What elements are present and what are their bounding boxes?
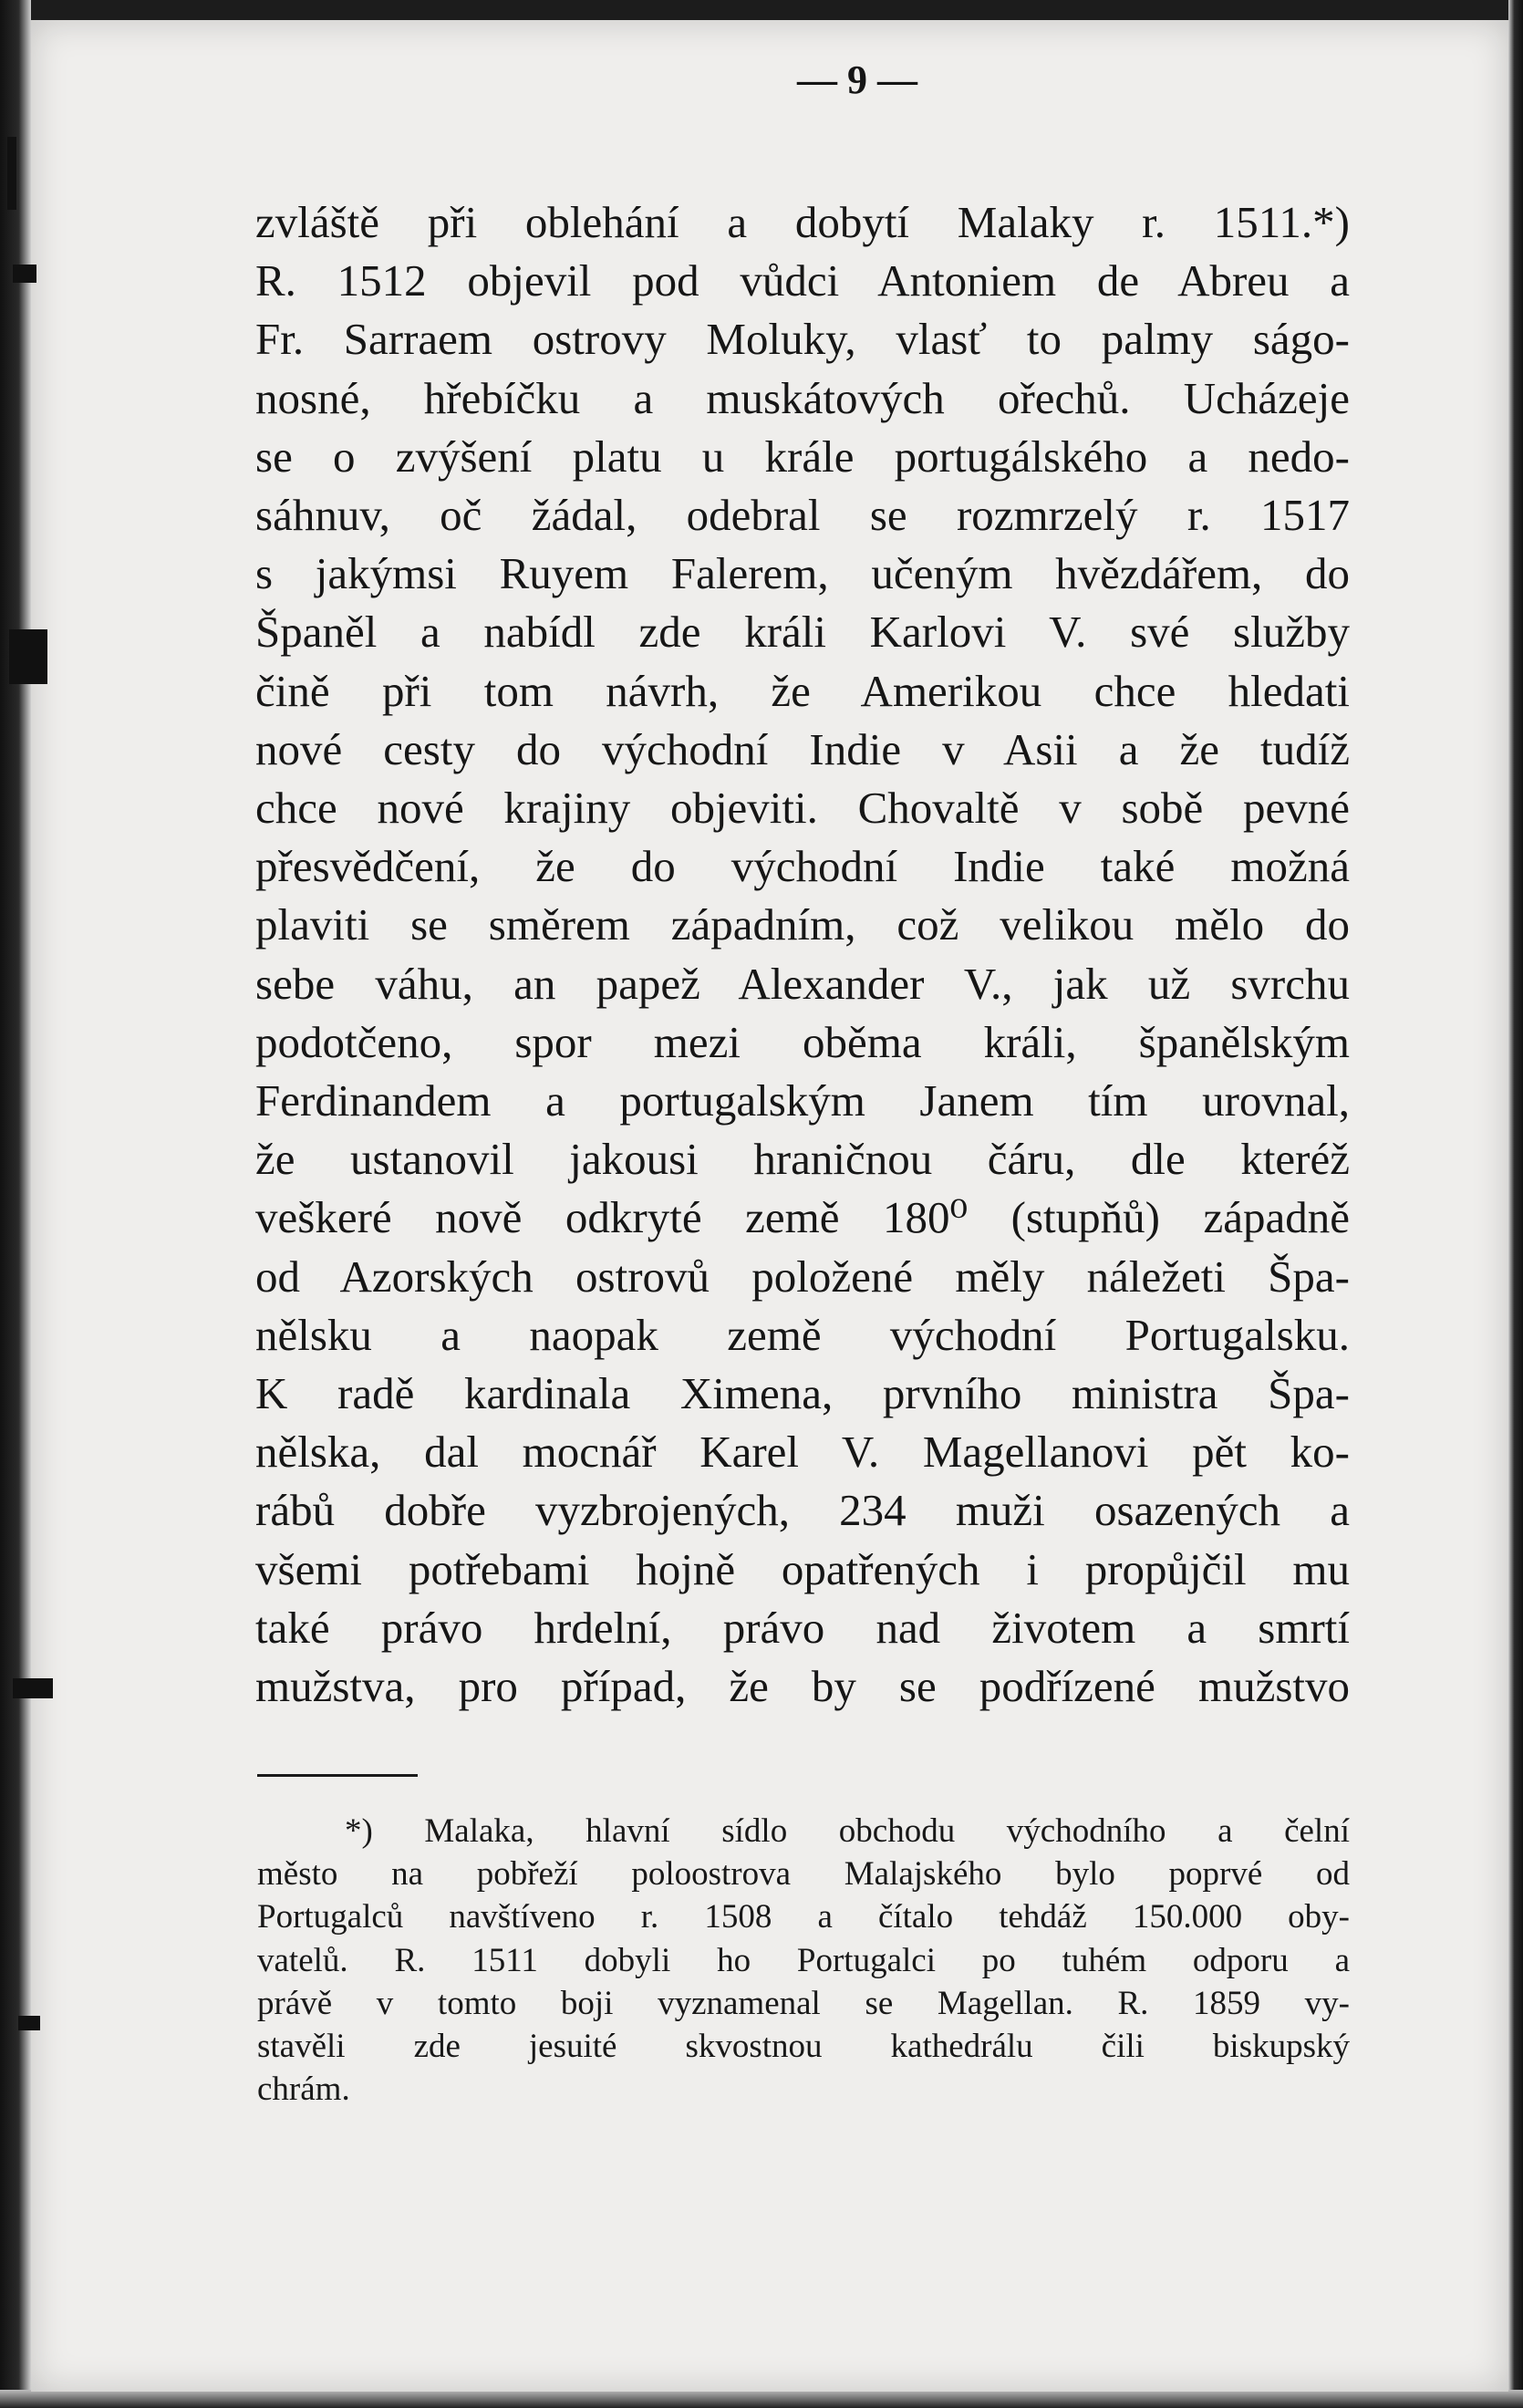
- footnote-divider: [257, 1774, 418, 1777]
- text-line: mužstva, pro případ, že by se podřízené mužstvo: [255, 1661, 1350, 1712]
- text-line: přesvědčení, že do východní Indie také možná: [255, 841, 1350, 892]
- footnote-line: *) Malaka, hlavní sídlo obchodu východního a čelní: [345, 1812, 1350, 1850]
- text-line: všemi potřebami hojně opatřených i propůjčil mu: [255, 1543, 1350, 1594]
- binding-mark: [7, 137, 16, 210]
- text-line: rábů dobře vyzbrojených, 234 muži osazených a: [255, 1485, 1350, 1536]
- binding-mark: [13, 265, 36, 283]
- text-line: zvláště při oblehání a dobytí Malaky r. 1511.*): [255, 197, 1350, 247]
- text-line: plaviti se směrem západním, což velikou mělo do: [255, 899, 1350, 950]
- binding-mark: [18, 2016, 40, 2030]
- footnote-line: město na pobřeží poloostrova Malajského bylo poprvé od: [257, 1855, 1350, 1894]
- text-line: R. 1512 objevil pod vůdci Antoniem de Abreu a: [255, 255, 1350, 306]
- text-line: chce nové krajiny objeviti. Chovaltě v sobě pevné: [255, 783, 1350, 834]
- footnote-line: chrám.: [257, 2071, 350, 2109]
- text-line: nělsku a naopak země východní Portugalsku.: [255, 1309, 1350, 1360]
- text-line: od Azorských ostrovů položené měly náležeti Špa-: [255, 1251, 1350, 1302]
- text-line: také právo hrdelní, právo nad životem a smrtí: [255, 1602, 1350, 1653]
- text-line: nové cesty do východní Indie v Asii a že tudíž: [255, 723, 1350, 774]
- text-line: nělska, dal mocnář Karel V. Magellanovi pět ko-: [255, 1427, 1350, 1478]
- binding-mark: [13, 1678, 53, 1698]
- page-number: — 9 —: [797, 57, 917, 102]
- text-line: Ferdinandem a portugalským Janem tím urovnal,: [255, 1075, 1350, 1126]
- text-line: čině při tom návrh, že Amerikou chce hledati: [255, 665, 1350, 716]
- text-line: sebe váhu, an papež Alexander V., jak už svrchu: [255, 958, 1350, 1009]
- text-line: sáhnuv, oč žádal, odebral se rozmrzelý r. 1517: [255, 490, 1350, 541]
- page-right-edge: [1508, 0, 1523, 2408]
- text-line: podotčeno, spor mezi oběma králi, španělským: [255, 1016, 1350, 1067]
- footnote-line: vatelů. R. 1511 dobyli ho Portugalci po tuhém odporu a: [257, 1941, 1350, 1979]
- body-text: [255, 193, 1350, 1716]
- page-left-edge: [0, 0, 31, 2408]
- text-line: nosné, hřebíčku a muskátových ořechů. Ucházeje: [255, 372, 1350, 423]
- text-line: s jakýmsi Ruyem Falerem, učeným hvězdářem, do: [255, 548, 1350, 599]
- binding-mark: [9, 629, 47, 684]
- footnote: [257, 1810, 1350, 2111]
- text-line: se o zvýšení platu u krále portugálského a nedo-: [255, 431, 1350, 482]
- text-line: že ustanovil jakousi hraničnou čáru, dle kteréž: [255, 1134, 1350, 1185]
- text-line: veškeré nově odkryté země 180⁰ (stupňů) západně: [255, 1192, 1350, 1243]
- footnote-line: Portugalců navštíveno r. 1508 a čítalo tehdáž 150.000 oby-: [257, 1898, 1350, 1936]
- footnote-line: právě v tomto boji vyznamenal se Magellan. R. 1859 vy-: [257, 1984, 1350, 2022]
- text-line: Španěl a nabídl zde králi Karlovi V. své služby: [255, 607, 1350, 658]
- footnote-line: stavěli zde jesuité skvostnou kathedrálu čili biskupský: [257, 2028, 1350, 2066]
- text-line: Fr. Sarraem ostrovy Moluky, vlasť to palmy ságo-: [255, 314, 1350, 365]
- page-bottom-edge: [0, 2390, 1523, 2408]
- text-line: K radě kardinala Ximena, prvního ministra Špa-: [255, 1368, 1350, 1419]
